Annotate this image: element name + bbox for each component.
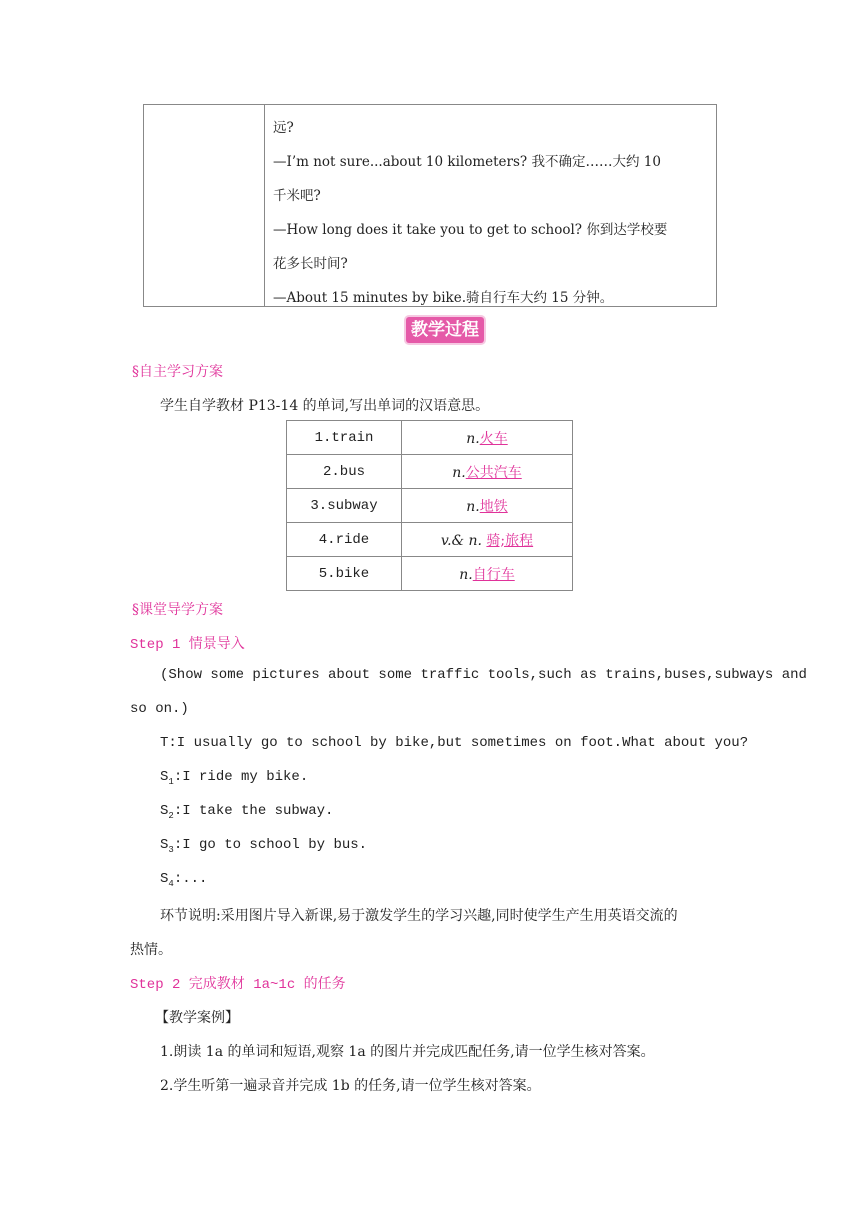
student-subscript: 4 <box>168 878 174 889</box>
section-heading-classroom: §课堂导学方案 <box>132 602 223 618</box>
part-of-speech: n. <box>452 464 466 481</box>
vocab-table <box>286 420 573 591</box>
student-label: S <box>160 769 169 785</box>
student-text: :... <box>173 871 208 887</box>
dialogue-line: 远? <box>273 120 294 136</box>
student-label: S <box>160 803 169 819</box>
vocab-answer: 地铁 <box>479 498 508 515</box>
dialogue-table-left-cell <box>144 105 265 306</box>
student-subscript: 1 <box>168 776 174 787</box>
dialogue-line: 千米吧? <box>273 188 321 204</box>
step1-title: Step 1 情景导入 <box>130 637 245 653</box>
case-title: 【教学案例】 <box>155 1010 239 1026</box>
vocab-word: 2.bus <box>287 455 402 489</box>
vocab-row <box>287 489 573 523</box>
vocab-answer: 公共汽车 <box>465 464 522 481</box>
section-banner: 教学过程 <box>406 317 484 343</box>
student-label: S <box>160 837 169 853</box>
dialogue-line: —About 15 minutes by bike.骑自行车大约 15 分钟。 <box>273 290 614 306</box>
vocab-row <box>287 455 573 489</box>
case-item-1: 1.朗读 1a 的单词和短语,观察 1a 的图片并完成匹配任务,请一位学生核对答案。 <box>160 1044 655 1060</box>
vocab-word: 5.bike <box>287 557 402 591</box>
note-line1: 环节说明:采用图片导入新课,易于激发学生的学习兴趣,同时使学生产生用英语交流的 <box>160 908 678 924</box>
dialogue-line: 花多长时间? <box>273 256 348 272</box>
vocab-row <box>287 523 573 557</box>
dialogue-table-right-cell <box>265 105 716 306</box>
dialogue-line: —I’m not sure...about 10 kilometers? 我不确定……大约 10 <box>273 154 661 170</box>
case-item-2: 2.学生听第一遍录音并完成 1b 的任务,请一位学生核对答案。 <box>160 1078 541 1094</box>
dialogue-table <box>143 104 717 307</box>
note-line2: 热情。 <box>130 942 172 958</box>
student-text: :I ride my bike. <box>173 769 309 785</box>
student-label: S <box>160 871 169 887</box>
vocab-answer: 火车 <box>479 430 508 447</box>
vocab-row <box>287 421 573 455</box>
student-text: :I take the subway. <box>173 803 334 819</box>
student-line-1 <box>160 769 308 787</box>
self-study-instruction: 学生自学教材 P13-14 的单词,写出单词的汉语意思。 <box>160 398 490 414</box>
teacher-line: T:I usually go to school by bike,but sometimes on foot.What about you? <box>160 735 749 751</box>
vocab-row <box>287 557 573 591</box>
student-line-2 <box>160 803 333 821</box>
student-subscript: 2 <box>168 810 174 821</box>
student-line-3 <box>160 837 367 855</box>
step1-paragraph-line2: so on.) <box>130 701 189 717</box>
part-of-speech: v.& n. <box>440 532 482 549</box>
student-line-4 <box>160 871 207 889</box>
part-of-speech: n. <box>466 498 480 515</box>
step2-title: Step 2 完成教材 1a~1c 的任务 <box>130 977 346 993</box>
step1-paragraph-line1: (Show some pictures about some traffic tools,such as trains,buses,subways and <box>160 667 807 683</box>
vocab-answer: 自行车 <box>472 566 515 583</box>
vocab-word: 3.subway <box>287 489 402 523</box>
vocab-answer: 骑;旅程 <box>486 532 534 549</box>
section-heading-self-study: §自主学习方案 <box>132 364 223 380</box>
student-text: :I go to school by bus. <box>173 837 368 853</box>
vocab-word: 1.train <box>287 421 402 455</box>
part-of-speech: n. <box>466 430 480 447</box>
part-of-speech: n. <box>459 566 473 583</box>
student-subscript: 3 <box>168 844 174 855</box>
vocab-word: 4.ride <box>287 523 402 557</box>
dialogue-line: —How long does it take you to get to school? 你到达学校要 <box>273 222 668 238</box>
